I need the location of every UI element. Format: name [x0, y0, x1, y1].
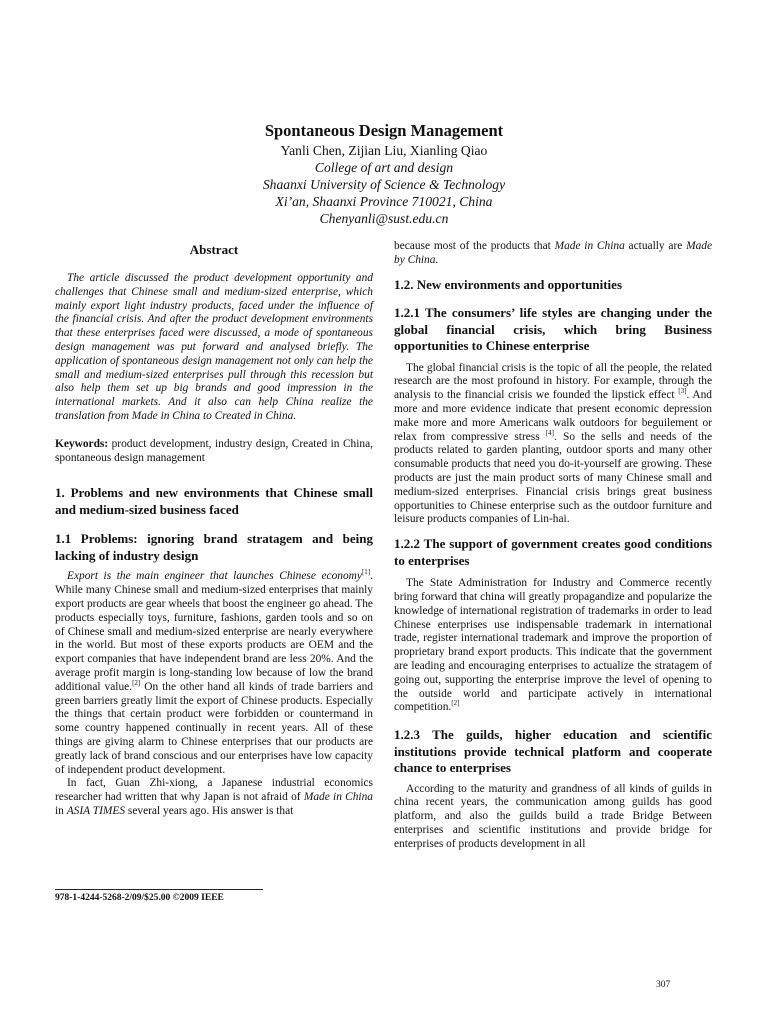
citation-3: [3] — [678, 387, 687, 396]
paragraph-text: . So the sells and needs of the products related to garden planting, outdoor sports and many other consumable products that need you do-it-yourself are growing. These products are just the main product sorts of many Chinese small and medium-sized enterprises. Financial crisis brings great business opportunities to Chinese enterprise such as the outdoor furniture and leisure products companies of Lin-hai. — [394, 430, 713, 526]
section-1-2-3-heading: 1.2.3 The guilds, higher education and scientific institutions provide technical platform and cooperate chance to enterprises — [394, 727, 712, 776]
citation-2: [2] — [132, 678, 141, 687]
section-1-1-paragraph-1 — [55, 570, 373, 777]
made-in-china-phrase: Made in China — [554, 240, 625, 252]
paragraph-text: several years ago. His answer is that — [125, 804, 294, 817]
footnote-rule — [55, 889, 263, 890]
paragraph-text: because most of the products that — [394, 240, 555, 252]
left-column — [55, 240, 373, 819]
section-1-1-paragraph-2 — [55, 777, 373, 818]
paragraph-text: . And more and more evidence indicate that present economic depression make more and more Americans walk outdoors for beguilement or relax from compressive stress — [394, 389, 712, 443]
section-1-1-heading: 1.1 Problems: ignoring brand stratagem and being lacking of industry design — [55, 531, 373, 563]
export-engine-phrase: Export is the main engineer that launches Chinese economy — [67, 570, 362, 583]
affiliation-college: College of art and design — [314, 160, 454, 175]
paper-title: Spontaneous Design Management — [264, 121, 504, 140]
keywords — [55, 438, 373, 466]
paragraph-text: On the other hand all kinds of trade barriers and green barriers greatly limit the export of Chinese products. Especially the things that certain product were forbidden or countermand in some country happened continually in recent years. All of these things are giving alarm to Chinese enterprises that our products are greatly lack of brand conscious and our enterprises have low capacity of independent product development. — [55, 680, 373, 776]
section-1-2-heading: 1.2. New environments and opportunities — [394, 276, 623, 292]
made-in-china-phrase: Made in China — [303, 791, 373, 804]
made-by-china-phrase: Made by China. — [394, 240, 713, 266]
title-block — [0, 120, 768, 227]
abstract-heading: Abstract — [189, 242, 239, 257]
paragraph-text: The State Administration for Industry and Commerce recently bring forward that china will greatly propagandize and popularize the knowledge of international registration of trademarks in order to lead Chinese enterprises use indispensable trademark in international trade, register international trademark and improve the proportion of proprietary brand export products. This indicate that the government are leading and encouraging enterprises to actualize the stratagem of going out, supporting the enterprise improve the level of opening to the outside world and participate actively in international competition. — [394, 577, 712, 714]
citation-1: [1] — [361, 568, 371, 577]
abstract-text: The article discussed the product development opportunity and challenges that Chinese small and medium-sized enterprise, which mainly export light industry products, faced under the influence of the financial crisis. And after the product development environments that these enterprises faced were discussed, a mode of spontaneous design management was put forward and analysed briefly. The application of spontaneous design management not only can help the small and medium-sized enterprises pull through this recession but also help them set up big brands and good impression in the international markets. And it also can help China realize the translation from Made in China to Created in China. — [55, 272, 373, 422]
citation-2b: [2] — [451, 699, 460, 708]
section-1-heading: 1. Problems and new environments that Chinese small and medium-sized business faced — [55, 485, 373, 517]
author-email: Chenyanli@sust.edu.cn — [319, 211, 449, 226]
copyright-footnote: 978-1-4244-5268-2/09/$25.00 ©2009 IEEE — [55, 893, 224, 903]
asia-times-phrase: ASIA TIMES — [66, 804, 126, 817]
paragraph-text: in — [55, 804, 67, 817]
keywords-label: Keywords: — [55, 437, 109, 450]
keywords-text: product development, industry design, Created in China, spontaneous design management — [55, 437, 373, 464]
paragraph-text: actually are — [624, 240, 687, 252]
section-1-2-2-paragraph — [394, 577, 712, 715]
author-list: Yanli Chen, Zijian Liu, Xianling Qiao — [280, 143, 488, 158]
section-1-2-2-heading: 1.2.2 The support of government creates good conditions to enterprises — [394, 536, 712, 568]
right-column — [394, 240, 712, 852]
affiliation-university: Shaanxi University of Science & Technology — [262, 177, 506, 192]
section-1-2-1-heading: 1.2.1 The consumers’ life styles are changing under the global financial crisis, which bring Business opportunities to Chinese enterprise — [394, 305, 712, 354]
section-1-1-paragraph-2-continued — [394, 240, 712, 268]
page-number: 307 — [656, 980, 671, 990]
affiliation-address: Xi’an, Shaanxi Province 710021, China — [275, 194, 493, 209]
paragraph-text: . While many Chinese small and medium-sized enterprises that mainly export products are gear wheels that boost the engineer go ahead. The products especially toys, furniture, fashions, garden tools and so on of Chinese small and medium-sized enterprise are nearly everywhere in the world. But most of these exports products are OEM and the export companies that have independent brand are less 20%. And the average profit margin is long-standing low because of low the brand additional value. — [55, 570, 373, 693]
section-1-2-1-paragraph — [394, 362, 712, 528]
citation-4: [4] — [545, 428, 554, 437]
paragraph-text: The global financial crisis is the topic of all the people, the related research are the most profound in history. For example, through the analysis to the financial crisis we founded the lipstick effect — [394, 361, 712, 402]
paragraph-text: In fact, Guan Zhi-xiong, a Japanese industrial economics researcher had written that why Japan is not afraid of — [55, 777, 373, 804]
section-1-2-3-paragraph: According to the maturity and grandness of all kinds of guilds in china recent years, the communication among guilds has good platform, and also the guilds build a trade Bridge Between enterprises and scientific institutions and provide bridge for enterprises of products development in all — [394, 782, 712, 850]
